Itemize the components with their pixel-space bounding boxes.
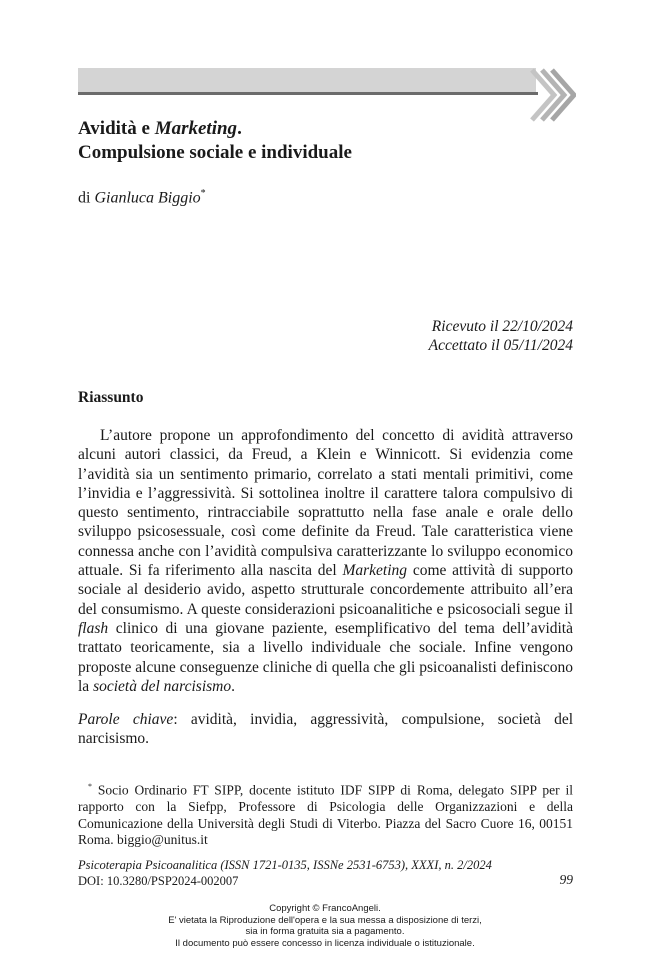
abstract-text xyxy=(78,426,573,696)
article-subtitle: Compulsione sociale e individuale xyxy=(78,142,352,163)
footnote-mark: * xyxy=(88,782,92,791)
author-prefix: di xyxy=(78,189,95,207)
keywords-label: Parole chiave xyxy=(78,711,174,728)
page-number: 99 xyxy=(559,872,573,887)
received-date: Ricevuto il 22/10/2024 xyxy=(431,318,573,335)
footnote-text: Socio Ordinario FT SIPP, docente istituto IDF SIPP di Roma, delegato SIPP per il rapporto con la Siefpp, Professore di Psicologia delle Organizzazioni e della Comunicazione della Università degli Studi di Viterbo. Piazza del Sacro Cuore 16, 00151 Roma. biggio@unitus.it xyxy=(78,782,573,847)
chevron-arrows-icon xyxy=(528,66,576,124)
header-band xyxy=(78,68,536,92)
journal-info xyxy=(78,857,573,889)
copyright-notice xyxy=(0,903,650,949)
abstract-italic: Marketing xyxy=(342,562,408,580)
submission-dates xyxy=(429,317,573,355)
title-italic: Marketing xyxy=(154,118,238,139)
header-rule xyxy=(78,92,538,95)
doi: DOI: 10.3280/PSP2024-002007 xyxy=(78,874,239,888)
journal-citation: Psicoterapia Psicoanalitica (ISSN 1721-0135, ISSNe 2531-6753), XXXI, n. 2/2024 xyxy=(78,858,492,872)
abstract-part: come attività di supporto sociale al desiderio avido, aspetto strutturale concordemente attribuito all’era del consumismo. A queste considerazioni psicoanalitiche e psicosociali segue il xyxy=(78,562,573,618)
title-end: . xyxy=(237,118,242,139)
title-text: Avidità e xyxy=(78,118,155,139)
abstract-part: . xyxy=(231,677,235,695)
author-footnote xyxy=(78,779,573,849)
keywords xyxy=(78,710,573,749)
article-title xyxy=(78,117,578,165)
accepted-date: Accettato il 05/11/2024 xyxy=(428,337,573,354)
abstract-part: clinico di una giovane paziente, esemplificativo del tema dell’avidità trattato teoricamente, sia a livello individuale che sociale. Infine vengono proposte alcune conseguenze cliniche di quella che gli psicoanalisti definiscono la xyxy=(78,619,573,695)
abstract-part: L’autore propone un approfondimento del concetto di avidità attraverso alcuni autori classici, da Freud, a Klein e Winnicott. Si evidenzia come l’avidità sia un sentimento primario, correlato a stati mentali primitivi, come l’invidia e l’aggressività. Si sottolinea inoltre il carattere talora compulsivo di questo sentimento, rintracciabile soprattutto nella fase anale e orale dello sviluppo psicosessuale, così come definite da Freud. Tale caratteristica viene connessa anche con l’avidità compulsiva caratterizzante lo sviluppo economico attuale. Si fa riferimento alla nascita del xyxy=(78,427,573,580)
author-footnote-mark: * xyxy=(200,188,206,199)
abstract-heading: Riassunto xyxy=(78,389,144,406)
author-name: Gianluca Biggio xyxy=(94,189,201,207)
copyright-line: sia in forma gratuita sia a pagamento. xyxy=(245,926,405,937)
abstract-italic: flash xyxy=(78,619,109,637)
keywords-list: : avidità, invidia, aggressività, compulsione, società del narcisismo. xyxy=(78,711,574,748)
copyright-line: Copyright © FrancoAngeli. xyxy=(269,903,381,914)
abstract-italic: società del narcisismo xyxy=(93,677,232,695)
copyright-line: Il documento può essere concesso in licenza individuale o istituzionale. xyxy=(175,937,475,949)
author-line xyxy=(78,184,206,208)
copyright-line: E' vietata la Riproduzione dell'opera e la sua messa a disposizione di terzi, xyxy=(168,914,482,926)
